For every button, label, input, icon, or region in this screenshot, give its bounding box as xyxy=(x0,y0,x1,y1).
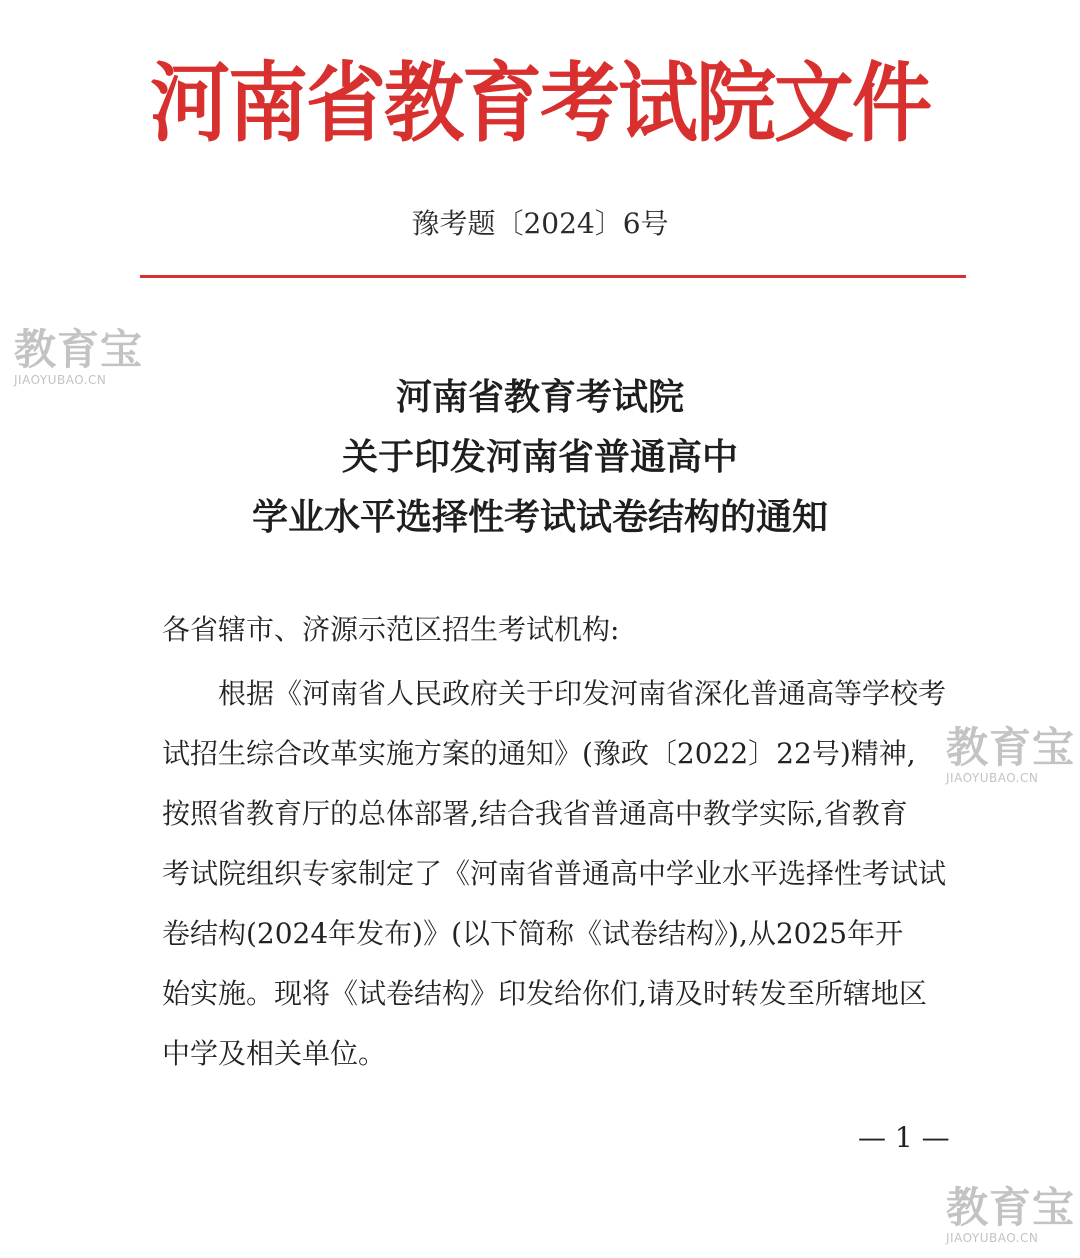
watermark-logo xyxy=(946,1183,1076,1246)
paragraph-line: 卷结构(2024年发布)》(以下简称《试卷结构》),从2025年开 xyxy=(162,917,904,950)
paragraph-line: 考试院组织专家制定了《河南省普通高中学业水平选择性考试试 xyxy=(162,857,947,890)
notice-title xyxy=(0,368,1080,548)
watermark-text: 教育宝 xyxy=(14,325,144,374)
notice-title-line: 河南省教育考试院 xyxy=(395,377,684,418)
document-header-title: 河南省教育考试院文件 xyxy=(150,52,930,154)
notice-title-line: 学业水平选择性考试试卷结构的通知 xyxy=(251,497,828,538)
paragraph-line: 按照省教育厅的总体部署,结合我省普通高中教学实际,省教育 xyxy=(162,797,908,830)
watermark-domain: JIAOYUBAO.CN xyxy=(946,771,1039,785)
watermark-domain: JIAOYUBAO.CN xyxy=(946,1231,1039,1245)
paragraph-line: 根据《河南省人民政府关于印发河南省深化普通高等学校考 xyxy=(218,677,947,710)
notice-title-line: 关于印发河南省普通高中 xyxy=(341,437,738,478)
watermark-logo xyxy=(14,325,144,388)
watermark-text: 教育宝 xyxy=(946,1183,1076,1232)
salutation: 各省辖市、济源示范区招生考试机构: xyxy=(162,613,620,646)
paragraph-line: 中学及相关单位。 xyxy=(162,1037,387,1070)
page-number: — 1 — xyxy=(858,1121,950,1154)
watermark-domain: JIAOYUBAO.CN xyxy=(14,373,107,387)
red-divider-line xyxy=(140,275,966,278)
paragraph-line: 始实施。现将《试卷结构》印发给你们,请及时转发至所辖地区 xyxy=(162,977,927,1010)
watermark-logo xyxy=(946,723,1076,786)
body-paragraph xyxy=(162,664,962,1084)
paragraph-line: 试招生综合改革实施方案的通知》(豫政〔2022〕22号)精神, xyxy=(162,737,916,770)
watermark-text: 教育宝 xyxy=(946,723,1076,772)
document-number: 豫考题〔2024〕6号 xyxy=(411,207,669,240)
